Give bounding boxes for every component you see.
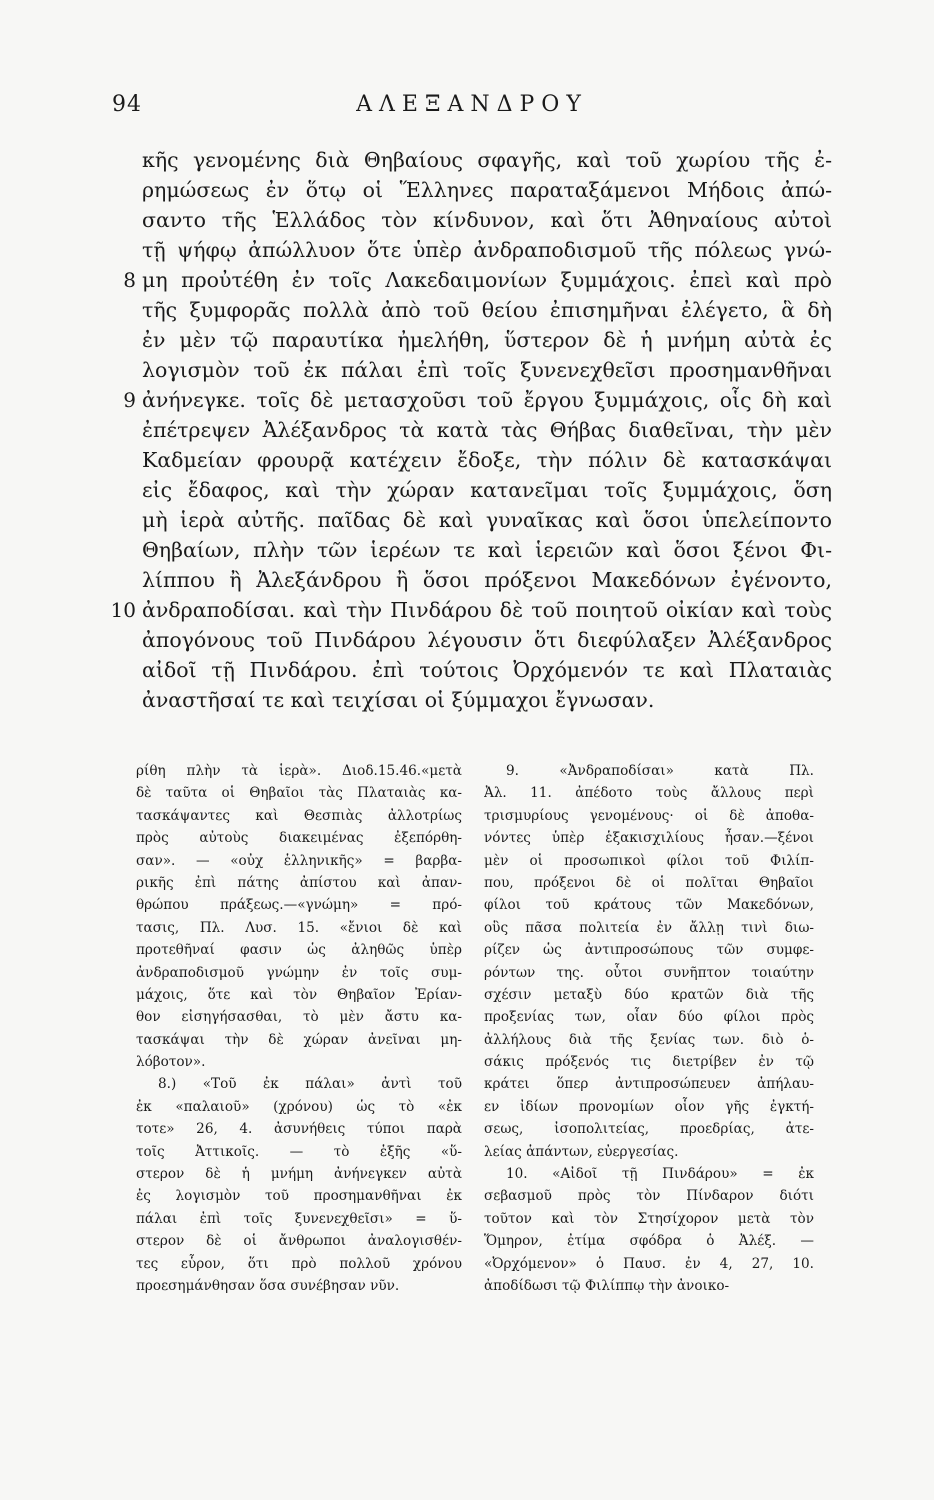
footnote-line [484, 782, 814, 804]
main-text-line [110, 145, 832, 175]
footnote-line [136, 1275, 462, 1297]
main-text-content: τῆς ξυμφορᾶς πολλὰ ἀπὸ τοῦ θείου ἐπισημῆναι ἐλέγετο, ἃ δὴ [142, 298, 832, 322]
footnote-text: τοῖς Ἀττικοῖς. — τὸ ἑξῆς «ὕ- [136, 1143, 462, 1160]
main-text-content: ἐν μὲν τῷ παραυτίκα ἠμελήθη, ὕστερον δὲ ἡ μνήμη αὐτὰ ἐς [142, 328, 832, 352]
footnote-line [484, 1118, 814, 1140]
footnote-text: φίλοι τοῦ κράτους τῶν Μακεδόνων, [484, 897, 814, 914]
footnote-line [484, 939, 814, 961]
footnote-line [484, 1141, 814, 1163]
main-text-content: λίππου ἢ Ἀλεξάνδρου ἢ ὅσοι πρόξενοι Μακεδόνων ἐγένοντο, [142, 568, 832, 592]
main-text-line [110, 655, 832, 685]
footnote-line [136, 1051, 462, 1073]
footnote-text: σχέσιν μεταξὺ δύο κρατῶν διὰ τῆς [484, 986, 814, 1003]
footnote-line [484, 1096, 814, 1118]
footnote-text: που, πρόξενοι δὲ οἱ πολῖται Θηβαῖοι [484, 874, 814, 891]
footnote-text: ἐς λογισμὸν τοῦ προσημανθῆναι ἐκ [136, 1188, 462, 1205]
footnote-text: στερον δὲ οἱ ἄνθρωποι ἀναλογισθέν- [136, 1233, 462, 1250]
footnote-line [484, 805, 814, 827]
footnote-text: μάχοις, ὅτε καὶ τὸν Θηβαῖον Ἐρίαν- [136, 986, 462, 1003]
footnotes-right-column [484, 760, 814, 1297]
main-text-content: Καδμείαν φρουρᾷ κατέχειν ἔδοξε, τὴν πόλιν δὲ κατασκάψαι [142, 448, 832, 472]
footnote-line [136, 917, 462, 939]
main-text-line [110, 295, 832, 325]
main-text-content: ἐπέτρεψεν Ἀλέξανδρος τὰ κατὰ τὰς Θήβας διαθεῖναι, τὴν μὲν [142, 418, 832, 442]
footnote-line [484, 894, 814, 916]
footnote-line [136, 939, 462, 961]
main-text-content: ἀνήνεγκε. τοῖς δὲ μετασχοῦσι τοῦ ἔργου ξυμμάχοις, οἷς δὴ καὶ [142, 388, 832, 412]
footnote-line [484, 760, 814, 782]
main-text-line [110, 475, 832, 505]
footnote-text: τοῦτον καὶ τὸν Στησίχορον μετὰ τὸν [484, 1210, 814, 1227]
footnote-text: τοτε» 26, 4. ἀσυνήθεις τύποι παρὰ [136, 1121, 462, 1138]
footnote-line [484, 1051, 814, 1073]
footnote-line [136, 850, 462, 872]
footnote-text: μὲν οἱ προσωπικοὶ φίλοι τοῦ Φιλίπ- [484, 852, 814, 869]
footnote-text: «Ὀρχόμενον» ὁ Παυσ. ἐν 4, 27, 10. [484, 1255, 814, 1272]
section-number: 8 [123, 268, 136, 292]
footnote-text: στερον δὲ ἡ μνήμη ἀνήνεγκεν αὐτὰ [136, 1166, 462, 1183]
footnote-line [136, 760, 462, 782]
main-text-line [110, 385, 832, 415]
main-text-line [110, 505, 832, 535]
footnote-line [136, 872, 462, 894]
footnote-text: ἐκ «παλαιοῦ» (χρόνου) ὡς τὸ «ἐκ [136, 1098, 462, 1115]
footnote-text: κράτει ὅπερ ἀντιπροσώπευεν ἀπήλαυ- [484, 1076, 814, 1093]
main-text-content: Θηβαίων, πλὴν τῶν ἱερέων τε καὶ ἱερειῶν καὶ ὅσοι ξένοι Φι- [142, 538, 832, 562]
footnote-text: ρίζεν ὡς ἀντιπροσώπους τῶν συμφε- [484, 942, 814, 959]
footnote-text: σάκις πρόξενός τις διετρίβεν ἐν τῷ [484, 1054, 814, 1071]
footnote-line [484, 1029, 814, 1051]
footnote-text: πάλαι ἐπὶ τοῖς ξυνενεχθεῖσι» = ὕ- [136, 1210, 462, 1227]
footnote-line [136, 782, 462, 804]
footnote-line [136, 1208, 462, 1230]
footnote-line [136, 805, 462, 827]
footnote-line [484, 984, 814, 1006]
main-text-content: κῆς γενομένης διὰ Θηβαίους σφαγῆς, καὶ τοῦ χωρίου τῆς ἐ- [142, 148, 832, 172]
main-text-content: εἰς ἔδαφος, καὶ τὴν χώραν κατανεῖμαι τοῖς ξυμμάχοις, ὅση [142, 478, 832, 502]
footnote-line [484, 850, 814, 872]
footnote-line [136, 1230, 462, 1252]
footnote-line [136, 1073, 462, 1095]
footnote-line [484, 917, 814, 939]
main-text-content: ἀπογόνους τοῦ Πινδάρου λέγουσιν ὅτι διεφύλαξεν Ἀλέξανδρος [142, 628, 832, 652]
footnote-text: οὓς πᾶσα πολιτεία ἐν ἄλλῃ τινὶ διω- [484, 919, 814, 936]
footnote-text: τασκάψαντες καὶ Θεσπιὰς ἀλλοτρίως [136, 807, 462, 824]
main-text-content: αἰδοῖ τῇ Πινδάρου. ἐπὶ τούτοις Ὀρχόμενόν τε καὶ Πλαταιὰς [142, 658, 832, 682]
section-number: 10 [110, 598, 136, 622]
section-number: 9 [123, 388, 136, 412]
footnote-text: ἀποδίδωσι τῷ Φιλίππῳ τὴν ἀνοικο- [484, 1277, 730, 1294]
footnotes-left-column [136, 760, 462, 1297]
footnote-text: εν ἰδίων προνομίων οἷον γῆς ἐγκτή- [484, 1098, 814, 1115]
running-title: ΑΛΕΞΑΝΔΡΟΥ [356, 92, 588, 117]
footnote-line [484, 1006, 814, 1028]
footnote-line [136, 1141, 462, 1163]
footnote-text: προξενίας των, οἷαν δύο φίλοι πρὸς [484, 1009, 814, 1026]
footnote-text: τασκάψαι τὴν δὲ χώραν ἀνεῖναι μη- [136, 1031, 462, 1048]
footnote-line [136, 1029, 462, 1051]
footnote-line [484, 1185, 814, 1207]
footnote-line [136, 1163, 462, 1185]
footnote-text: δὲ ταῦτα οἱ Θηβαῖοι τὰς Πλαταιὰς κα- [136, 785, 462, 802]
main-text-line [110, 175, 832, 205]
footnote-line [484, 1275, 814, 1297]
main-text-line [110, 355, 832, 385]
footnote-text: νόντες ὑπὲρ ἑξακισχιλίους ἦσαν.—ξένοι [484, 830, 814, 847]
footnote-text: τασις, Πλ. Λυσ. 15. «ἔνιοι δὲ καὶ [136, 919, 462, 936]
main-text-line [110, 625, 832, 655]
footnote-line [136, 827, 462, 849]
main-text-line [110, 535, 832, 565]
main-text-line [110, 205, 832, 235]
main-text-line [110, 595, 832, 625]
footnote-line [136, 1118, 462, 1140]
footnote-line [484, 1163, 814, 1185]
footnote-text: ἀνδραποδισμοῦ γνώμην ἐν τοῖς συμ- [136, 964, 462, 981]
main-text-content: ἀναστῆσαί τε καὶ τειχίσαι οἱ ξύμμαχοι ἔγνωσαν. [142, 688, 655, 712]
footnote-line [484, 1253, 814, 1275]
footnote-text: θρώπου πράξεως.—«γνώμη» = πρό- [136, 897, 462, 914]
main-text-content: λογισμὸν τοῦ ἐκ πάλαι ἐπὶ τοῖς ξυνενεχθεῖσι προσημανθῆναι [142, 358, 832, 382]
footnote-text: 10. «Αἰδοῖ τῇ Πινδάρου» = ἐκ [506, 1166, 814, 1183]
main-text-line [110, 235, 832, 265]
main-text-content: ἀνδραποδίσαι. καὶ τὴν Πινδάρου δὲ τοῦ ποιητοῦ οἰκίαν καὶ τοὺς [142, 598, 832, 622]
footnote-line [484, 872, 814, 894]
main-text-line [110, 265, 832, 295]
footnote-line [484, 1208, 814, 1230]
footnote-text: ρόντων της. οὗτοι συνῆπτον τοιαύτην [484, 964, 814, 981]
main-text-content: ρημώσεως ἐν ὅτῳ οἱ Ἕλληνες παραταξάμενοι Μήδοις ἀπώ- [142, 178, 832, 202]
footnote-text: ρίθη πλὴν τὰ ἱερὰ». Διοδ.15.46.«μετὰ [136, 763, 462, 779]
footnote-line [484, 1230, 814, 1252]
footnote-text: 9. «Ἀνδραποδίσαι» κατὰ Πλ. [506, 763, 814, 779]
footnote-text: λείας ἁπάντων, εὐεργεσίας. [484, 1143, 679, 1160]
footnote-text: σαν». — «οὐχ ἑλληνικῆς» = βαρβα- [136, 852, 462, 869]
footnote-line [136, 1185, 462, 1207]
footnote-text: 8.) «Τοῦ ἐκ πάλαι» ἀντὶ τοῦ [158, 1076, 462, 1093]
footnote-text: θον εἰσηγήσασθαι, τὸ μὲν ἄστυ κα- [136, 1009, 462, 1026]
footnote-line [484, 827, 814, 849]
main-text-line [110, 415, 832, 445]
footnote-line [136, 1006, 462, 1028]
footnote-text: Ἀλ. 11. ἀπέδοτο τοὺς ἄλλους περὶ [484, 785, 814, 802]
footnote-text: τρισμυρίους γενομένους· οἱ δὲ ἀποθα- [484, 807, 814, 824]
footnote-line [136, 962, 462, 984]
main-text-content: τῇ ψήφῳ ἀπώλλυον ὅτε ὑπὲρ ἀνδραποδισμοῦ τῆς πόλεως γνώ- [142, 238, 832, 262]
footnote-line [136, 894, 462, 916]
footnote-line [136, 1096, 462, 1118]
footnote-text: σεβασμοῦ πρὸς τὸν Πίνδαρον διότι [484, 1188, 814, 1205]
footnote-text: λόβοτον». [136, 1054, 206, 1071]
footnote-text: προεσημάνθησαν ὅσα συνέβησαν νῦν. [136, 1277, 400, 1294]
main-text-line [110, 565, 832, 595]
footnote-text: ρικῆς ἐπὶ πάτης ἀπίστου καὶ ἀπαν- [136, 874, 462, 891]
footnote-line [484, 1073, 814, 1095]
footnote-text: Ὅμηρον, ἐτίμα σφόδρα ὁ Ἀλέξ. — [484, 1233, 814, 1250]
footnote-text: τες εὗρον, ὅτι πρὸ πολλοῦ χρόνου [136, 1255, 462, 1272]
main-text-line [110, 325, 832, 355]
main-text-content: μὴ ἱερὰ αὐτῆς. παῖδας δὲ καὶ γυναῖκας καὶ ὅσοι ὑπελείποντο [142, 508, 832, 532]
main-text-line [110, 685, 832, 715]
page-number: 94 [112, 92, 142, 117]
page-header [112, 92, 832, 126]
footnote-text: ἀλλήλους διὰ τῆς ξενίας των. διὸ ὁ- [484, 1031, 814, 1048]
footnote-text: προτεθῆναί φασιν ὡς ἀληθῶς ὑπὲρ [136, 942, 462, 959]
footnote-text: σεως, ἰσοπολιτείας, προεδρίας, ἀτε- [484, 1121, 814, 1138]
main-text-line [110, 445, 832, 475]
footnote-text: πρὸς αὐτοὺς διακειμένας ἐξεπόρθη- [136, 830, 462, 847]
main-text-content: μη προὐτέθη ἐν τοῖς Λακεδαιμονίων ξυμμάχοις. ἐπεὶ καὶ πρὸ [142, 268, 832, 292]
main-text-content: σαντο τῆς Ἑλλάδος τὸν κίνδυνον, καὶ ὅτι Ἀθηναίους αὐτοὶ [142, 208, 832, 232]
footnote-line [484, 962, 814, 984]
main-greek-text [110, 145, 832, 715]
footnote-line [136, 984, 462, 1006]
footnote-line [136, 1253, 462, 1275]
